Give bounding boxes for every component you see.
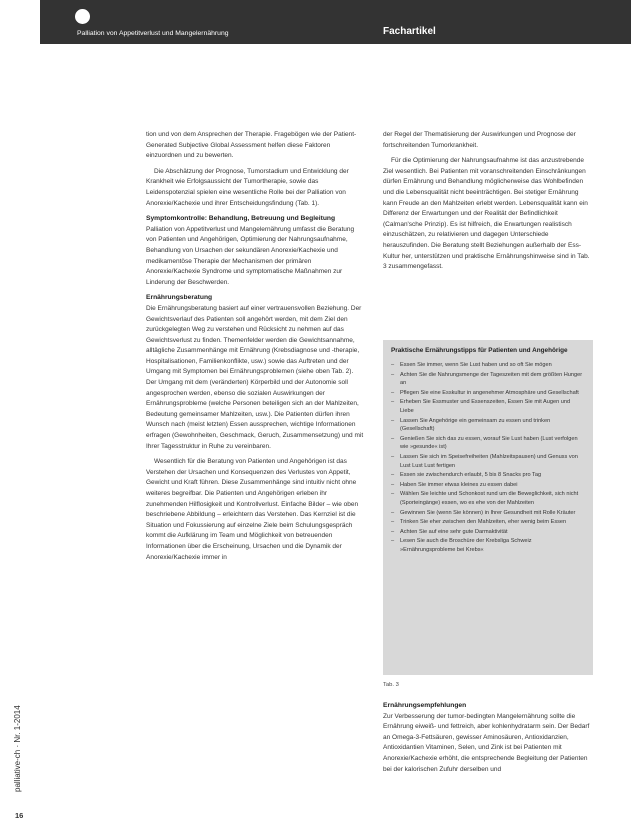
table-caption: Tab. 3 — [383, 682, 399, 688]
tips-list-item: – Achten Sie auf eine sehr gute Darmaktivität — [391, 528, 585, 537]
tips-list-item: – Lesen Sie auch die Broschüre der Krebsliga Schweiz »Ernährungsprobleme bei Krebs« — [391, 537, 585, 554]
tips-list-item: – Lassen Sie Angehörige ein gemeinsam zu essen und trinken (Gesellschaft) — [391, 417, 585, 434]
header-section-title: Fachartikel — [383, 26, 436, 37]
recommendations-heading: Ernährungsempfehlungen — [383, 702, 467, 709]
tips-list-item: – Lassen Sie sich im Speisefreiheiten (Mahlzeitspausen) und Genuss von Lust Lust Lust fertigen — [391, 453, 585, 470]
tips-list-item: – Trinken Sie eher zwischen den Mahlzeiten, eher wenig beim Essen — [391, 518, 585, 527]
tips-list-item: – Essen Sie immer, wenn Sie Lust haben und so oft Sie mögen — [391, 361, 585, 370]
tips-list-item: – Haben Sie immer etwas kleines zu essen dabei — [391, 481, 585, 490]
section-heading: Ernährungsberatung — [146, 294, 213, 302]
header-topic: Palliation von Appetitverlust und Mangelernährung — [77, 30, 229, 37]
recommendations-text: Zur Verbesserung der tumor-bedingten Mangelernährung sollte die Ernährung eiweiß- und fettreich, aber kohlenhydratarm sein. Der Bedarf an Omega-3-Fettsäuren, gewisser Aminosäuren, Antioxidanzien, Antioxidantien Vitaminen, Selen, und Zink ist bei Patienten mit Anorexie/Kachexie erhöht, die entsprechende Begleitung der Patienten bei der kalorischen Zufuhr derselben und — [383, 712, 590, 773]
tips-list-item: – Pflegen Sie eine Esskultur in angenehmer Atmosphäre und Gesellschaft — [391, 389, 585, 398]
tips-box-title: Praktische Ernährungstipps für Patienten und Angehörige — [391, 347, 568, 354]
page-number: 16 — [15, 811, 24, 820]
left-column — [146, 130, 364, 568]
paragraph: Die Ernährungsberatung basiert auf einer vertrauensvollen Beziehung. Der Gewichtsverlauf des Patienten soll angehört werden, mit dem Ziel den zurückgelegten Weg zu verstehen und Rücksicht zu nehmen auf das Gewichtsverlust zu finden. Themenfelder werden die Gewichtsannahme, alltägliche Zusammenhänge mit Ernährung (Krebsdiagnose und -therapie, Hospitalisationen, Familienkonflikte, usw.) sowie das Auftreten und der Umgang mit Symptomen bei Ernährungsproblemen (siehe oben Tab. 2). Der Umgang mit dem (veränderten) Körperbild und der Autonomie soll angesprochen werden, ebenso die sozialen Auswirkungen der Ernährungsprobleme (welche Personen beteiligen sich an der Mahlzeiten, Bedeutung gemeinsamer Mahlzeiten, usw.). Die Patienten dürfen ihren Wunsch nach (meist letzten) Essen aussprechen, wichtige Informationen erfragen (Gewohnheiten, Geschmack, Geruch, Zusammensetzung) und mit Ihrer Tagesstruktur in Ruhe zu vereinbaren. — [146, 304, 364, 450]
tips-list-item: – Genießen Sie sich das zu essen, worauf Sie Lust haben (Lust verfolgen wie »gesunde« ist) — [391, 435, 585, 452]
right-column — [383, 130, 593, 278]
paragraph: der Regel der Thematisierung der Auswirkungen und Prognose der fortschreitenden Tumorkrankheit. — [383, 131, 576, 149]
header-dot-icon — [75, 9, 90, 24]
tips-list-item: – Wählen Sie leichte und Schonkost rund um die Beweglichkeit, sich nicht (Sporteingänge) essen, wo es ehe von der Mahlzeiten — [391, 490, 585, 507]
section-heading: Symptomkontrolle: Behandlung, Betreuung und Begleitung — [146, 215, 336, 223]
paragraph: Für die Optimierung der Nahrungsaufnahme ist das anzustrebende Ziel wesentlich. Bei Patienten mit voranschreitenden Einschränkungen dürfen Ernährung und Behandlung möglicherweise das Wohlbefinden und die Lebensqualität nicht beeinträchtigen. Bei stetiger Ernährung kann Freude an den Mahlzeiten erlebt werden. Lebensqualität kann ein Differenz der Erwartungen und der Realität der Befindlichkeit (Calman'sche Prinzip). Es ist hilfreich, die Erwartungen realistisch einzuschätzen, zu relativieren und dagegen Unterschiede herauszufinden. Die Beratung stellt Beziehungen außerhalb der Ess-Kultur her, unterstützen und praktische Ernährungshinweise sind in Tab. 3 zusammengefasst. — [383, 157, 590, 271]
tips-box — [383, 340, 593, 675]
tips-list-item: – Erheben Sie Essmuster und Essenszeiten, Essen Sie mit Augen und Liebe — [391, 398, 585, 415]
paragraph: Palliation von Appetitverlust und Mangelernährung umfasst die Beratung von Patienten und Angehörigen, Optimierung der Nahrungsaufnahme, Behandlung von Ursachen der sekundären Anorexie/Kachexie und medikamentöse Therapie der Mechanismen der primären Anorexie/Kachexie Syndrome und symptomatische Maßnahmen zur Linderung der Beschwerden. — [146, 225, 355, 286]
recommendations-section — [383, 698, 593, 780]
tips-list — [391, 361, 585, 554]
journal-side-label: palliative-ch · Nr. 1-2014 — [13, 705, 22, 792]
tips-list-item: – Achten Sie die Nahrungsmenge der Tageszeiten mit dem größten Hunger an — [391, 371, 585, 388]
paragraph: tion und von dem Ansprechen der Therapie. Fragebögen wie der Patient-Generated Subjective Global Assessment helfen diese Faktoren einzuordnen und zu bewerten. — [146, 131, 357, 160]
header-bar — [40, 0, 631, 44]
paragraph: Wesentlich für die Beratung von Patienten und Angehörigen ist das Verstehen der Ursachen und Konsequenzen des Verlustes von Appetit, Gewicht und Kraft führen. Diese Zusammenhänge sind intuitiv nicht ohne weiteres begreifbar. Die Patienten und Angehörigen erleben ihr zunehmenden Hilflosigkeit und Kontrollverlust. Einfache Bilder – wie oben beschriebene Abbildung – erleichtern das Verstehen. Das Kernziel ist die Situation und Fokussierung auf einzelne Ziele beim Schulungsgespräch kommt die Aufklärung im Team und Möglichkeit von betreuenden Informationen über die Erscheinung, Ursachen und die Dynamik der Anorexie/Kachexie immer in — [146, 458, 359, 561]
paragraph: Die Abschätzung der Prognose, Tumorstadium und Entwicklung der Krankheit wie Erfolgsaussicht der Tumortherapie, sowie das Leidenspotenzial spielen eine wesentliche Rolle bei der Palliation von Anorexie/Kachexie und ihrer Entscheidungsfindung (Tab. 1). — [146, 167, 349, 207]
tips-list-item: – Gewinnen Sie (wenn Sie können) in Ihrer Gesundheit mit Rolle Kräuter — [391, 509, 585, 518]
tips-list-item: – Essen sie zwischendurch erlaubt, 5 bis 8 Snacks pro Tag — [391, 471, 585, 480]
